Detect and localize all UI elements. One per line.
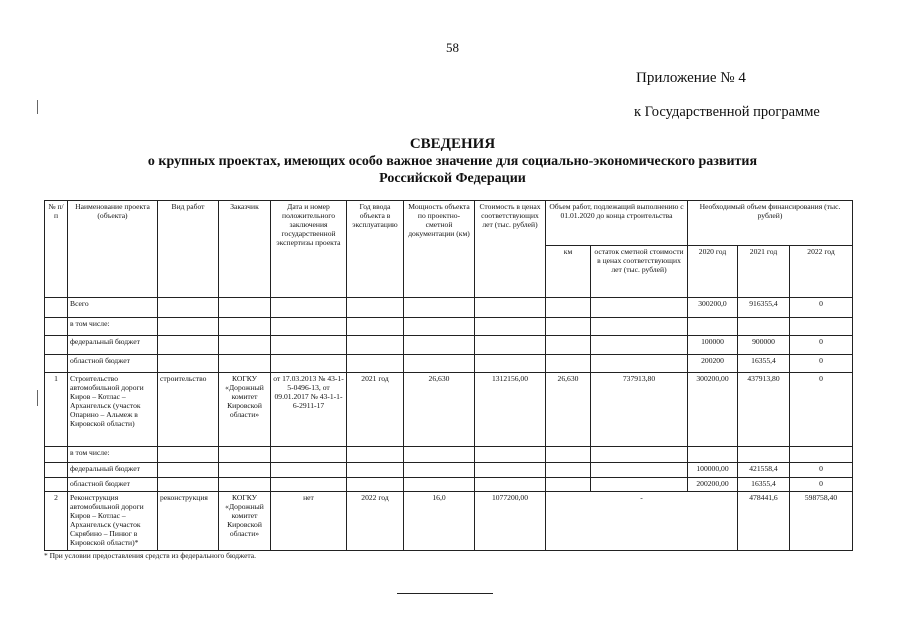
header-year-2020: 2020 год <box>688 245 738 298</box>
cell-2022 <box>790 447 853 462</box>
cell-2020: 100000,00 <box>688 462 738 477</box>
cell-2021: 478441,6 <box>738 492 790 551</box>
header-year-2021: 2021 год <box>738 245 790 298</box>
header-cost: Стоимость в ценах соответствующих лет (тыс. рублей) <box>475 201 546 298</box>
project-num: 1 <box>45 373 68 447</box>
header-work-type: Вид работ <box>158 201 219 298</box>
table-row <box>45 477 853 491</box>
project-commission-year: 2022 год <box>347 492 404 551</box>
header-row-1 <box>45 201 853 246</box>
cell-2020: 300200,00 <box>688 373 738 447</box>
project-expertise: нет <box>271 492 347 551</box>
project-name: Реконструкция автомобильной дороги Киров – Котлас – Архангельск (участок Скрябино – Пинюг в Кировской области)* <box>68 492 158 551</box>
title-line-2: о крупных проектах, имеющих особо важное значение для социально-экономического развития <box>147 154 758 169</box>
cell-2020: 300200,0 <box>688 298 738 317</box>
cell-2021: 900000 <box>738 335 790 354</box>
header-name: Наименование проекта (объекта) <box>68 201 158 298</box>
project-cost: 1312156,00 <box>475 373 546 447</box>
header-customer: Заказчик <box>219 201 271 298</box>
cell-2021 <box>738 317 790 335</box>
row-label: Всего <box>68 298 158 317</box>
title-line-3: Российской Федерации <box>379 171 526 186</box>
project-volume-remaining: 737913,80 <box>591 373 688 447</box>
header-volume-remaining: остаток сметной стоимости в ценах соответствующих лет (тыс. рублей) <box>591 245 688 298</box>
cell-2022: 0 <box>790 355 853 373</box>
cell-2022: 0 <box>790 477 853 491</box>
project-cost: 1077200,00 <box>475 492 546 551</box>
table-row <box>45 335 853 354</box>
project-work-type: строительство <box>158 373 219 447</box>
cell-2021: 437913,80 <box>738 373 790 447</box>
table-row <box>45 298 853 317</box>
cell-2022: 0 <box>790 298 853 317</box>
header-volume-km: км <box>546 245 591 298</box>
header-funding-group: Необходимый объем финансирования (тыс. рублей) <box>688 201 853 246</box>
cell-2022: 0 <box>790 462 853 477</box>
row-label: федеральный бюджет <box>68 462 158 477</box>
row-label: в том числе: <box>68 447 158 462</box>
document-title <box>0 136 905 187</box>
separator-line <box>397 593 493 594</box>
row-label: областной бюджет <box>68 355 158 373</box>
cell-2021: 16355,4 <box>738 355 790 373</box>
cell-2020 <box>688 317 738 335</box>
project-customer: КОГКУ «Дорожный комитет Кировской области» <box>219 492 271 551</box>
page-number: 58 <box>446 40 459 55</box>
margin-mark-top <box>37 100 38 114</box>
header-volume-group: Объем работ, подлежащий выполнению с 01.01.2020 до конца строительства <box>546 201 688 246</box>
table-row <box>45 317 853 335</box>
cell-2021: 916355,4 <box>738 298 790 317</box>
project-volume-km: 26,630 <box>546 373 591 447</box>
cell-2022 <box>790 317 853 335</box>
title-main: СВЕДЕНИЯ <box>409 136 496 152</box>
header-expertise: Дата и номер положительного заключения государственной экспертизы проекта <box>271 201 347 298</box>
header-num: № п/п <box>45 201 68 298</box>
project-volume-km: - <box>546 492 738 551</box>
projects-table <box>44 200 853 551</box>
project-num: 2 <box>45 492 68 551</box>
project-commission-year: 2021 год <box>347 373 404 447</box>
appendix-label: Приложение № 4 <box>636 70 746 86</box>
cell-2021: 421558,4 <box>738 462 790 477</box>
project-work-type: реконструкция <box>158 492 219 551</box>
cell-2021: 16355,4 <box>738 477 790 491</box>
project-name: Строительство автомобильной дороги Киров – Котлас – Архангельск (участок Опарино – Альмеж в Кировской области) <box>68 373 158 447</box>
project-capacity: 26,630 <box>404 373 475 447</box>
margin-mark-middle <box>37 390 38 406</box>
table-row <box>45 447 853 462</box>
cell-2021 <box>738 447 790 462</box>
cell-2022: 0 <box>790 373 853 447</box>
project-expertise: от 17.03.2013 № 43-1-5-0496-13, от 09.01.2017 № 43-1-1-6-2911-17 <box>271 373 347 447</box>
cell-2022: 0 <box>790 335 853 354</box>
header-capacity: Мощность объекта по проектно-сметной документации (км) <box>404 201 475 298</box>
program-label: к Государственной программе <box>634 104 820 120</box>
cell-2020: 100000 <box>688 335 738 354</box>
row-label: областной бюджет <box>68 477 158 491</box>
project-row <box>45 373 853 447</box>
footnote: * При условии предоставления средств из федерального бюджета. <box>44 551 256 560</box>
project-customer: КОГКУ «Дорожный комитет Кировской области» <box>219 373 271 447</box>
cell-2020 <box>688 447 738 462</box>
project-row <box>45 492 853 551</box>
table-row <box>45 355 853 373</box>
cell-2022: 598758,40 <box>790 492 853 551</box>
cell-2020: 200200 <box>688 355 738 373</box>
row-label: федеральный бюджет <box>68 335 158 354</box>
header-year-2022: 2022 год <box>790 245 853 298</box>
header-commission-year: Год ввода объекта в эксплуатацию <box>347 201 404 298</box>
row-label: в том числе: <box>68 317 158 335</box>
table-row <box>45 462 853 477</box>
cell-2020: 200200,00 <box>688 477 738 491</box>
project-capacity: 16,0 <box>404 492 475 551</box>
